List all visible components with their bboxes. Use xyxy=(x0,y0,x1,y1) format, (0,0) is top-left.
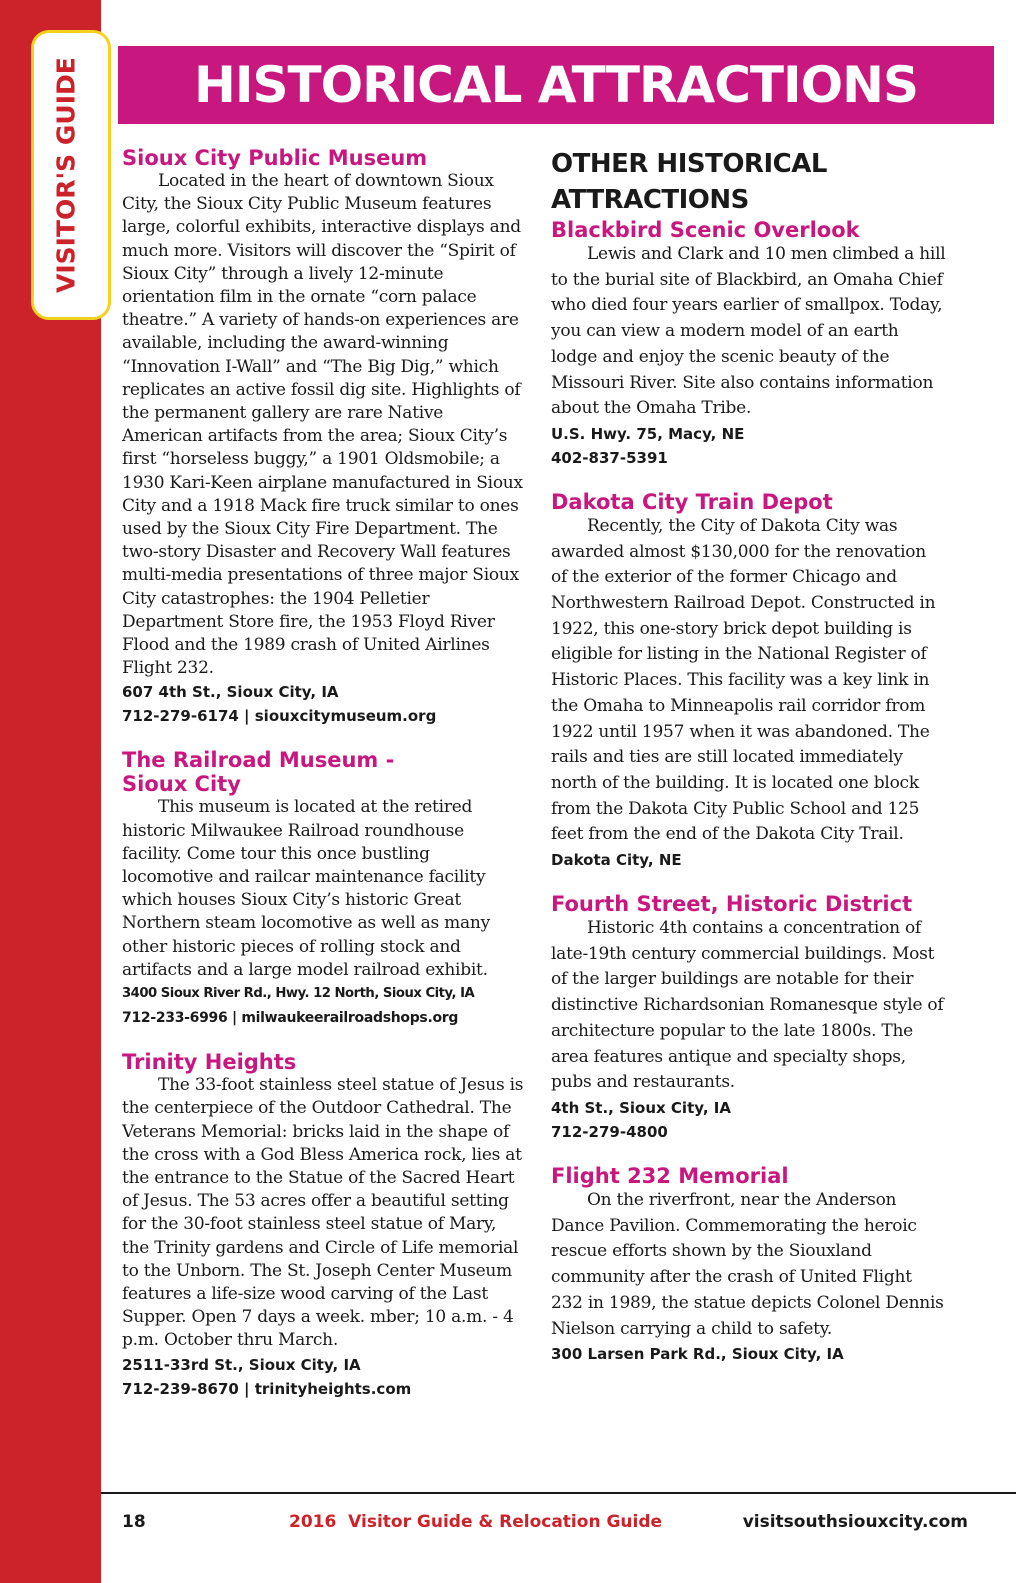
attraction-description: This museum is located at the retired historic Milwaukee Railroad roundhouse facility. Come tour this once bustling locomotive and railcar maintenance facility which houses Sioux City’s historic Great Northern steam locomotive as well as many other historic pieces of rolling stock and artifacts and a large model railroad exhibit. xyxy=(122,797,490,980)
attraction-description: Located in the heart of downtown Sioux City, the Sioux City Public Museum features large, colorful exhibits, interactive displays and much more. Visitors will discover the “Spirit of Sioux City” through a lively 12-minute orientation film in the ornate “corn palace theatre.” A variety of hands-on experiences are available, including the award-winning “Innovation I-Wall” and “The Big Dig,” which replicates an active fossil dig site. Highlights of the permanent gallery are rare Native American artifacts from the area; Sioux City’s first “horseless buggy,” a 1901 Oldsmobile; a 1930 Kari-Keen airplane manufactured in Sioux City and a 1918 Mack fire truck similar to ones used by the Sioux City Fire Department. The two-story Disaster and Recovery Wall features multi-media presentations of three major Sioux City catastrophes: the 1904 Pelletier Department Store fire, the 1953 Floyd River Flood and the 1989 crash of United Airlines Flight 232. xyxy=(122,171,523,679)
footer-website-link[interactable]: visitsouthsiouxcity.com xyxy=(742,1512,968,1532)
attraction-phone: 712-279-4800 xyxy=(551,1122,668,1141)
attraction-trinity-heights xyxy=(122,1050,524,1400)
attraction-blackbird-scenic-overlook xyxy=(551,218,946,470)
attraction-title: Fourth Street, Historic District xyxy=(551,892,913,917)
attraction-title: The Railroad Museum - Sioux City xyxy=(122,748,395,797)
attraction-address: 607 4th St., Sioux City, IA xyxy=(122,683,339,702)
attraction-address: 2511-33rd St., Sioux City, IA xyxy=(122,1355,361,1374)
attraction-description: Recently, the City of Dakota City was awarded almost $130,000 for the renovation of the exterior of the former Chicago and Northwestern Railroad Depot. Constructed in 1922, this one-story brick depot building is eligible for listing in the National Register of Historic Places. This facility was a key link in the Omaha to Minneapolis rail corridor from 1922 until 1957 when it was abandoned. The rails and ties are still located immediately north of the building. It is located one block from the Dakota City Public School and 125 feet from the end of the Dakota City Trail. xyxy=(551,515,936,845)
section-title: OTHER HISTORICAL ATTRACTIONS xyxy=(551,149,827,215)
attraction-title: Blackbird Scenic Overlook xyxy=(551,218,860,242)
left-column xyxy=(122,146,524,1401)
attraction-phone-website: 712-233-6996 | milwaukeerailroadshops.org xyxy=(122,1010,459,1027)
attraction-title: Dakota City Train Depot xyxy=(551,489,833,514)
right-column xyxy=(551,146,946,1366)
attraction-phone-website: 712-239-8670 | trinityheights.com xyxy=(122,1379,412,1398)
attraction-description: On the riverfront, near the Anderson Dance Pavilion. Commemorating the heroic rescue efforts shown by the Siouxland community after the crash of United Flight 232 in 1989, the statue depicts Colonel Dennis Nielson carrying a child to safety. xyxy=(551,1189,944,1339)
attraction-address: 300 Larsen Park Rd., Sioux City, IA xyxy=(551,1345,844,1364)
page-title: HISTORICAL ATTRACTIONS xyxy=(194,56,918,114)
attraction-address: 4th St., Sioux City, IA xyxy=(551,1098,731,1117)
visitors-guide-tab-label: VISITOR'S GUIDE xyxy=(51,57,81,293)
attraction-address: Dakota City, NE xyxy=(551,851,682,870)
page-number: 18 xyxy=(122,1512,146,1532)
attraction-fourth-street-historic-district xyxy=(551,892,946,1144)
attraction-description: Lewis and Clark and 10 men climbed a hill to the burial site of Blackbird, an Omaha Chief who died four years earlier of smallpox. Today, you can view a modern model of an earth lodge and enjoy the scenic beauty of the Missouri River. Site also contains information about the Omaha Tribe. xyxy=(551,244,946,419)
attraction-address: 3400 Sioux River Rd., Hwy. 12 North, Sioux City, IA xyxy=(122,986,475,1002)
attraction-railroad-museum xyxy=(122,748,524,1030)
footer-divider xyxy=(101,1492,1016,1494)
attraction-address: U.S. Hwy. 75, Macy, NE xyxy=(551,424,745,443)
footer-guide-title: 2016 Visitor Guide & Relocation Guide xyxy=(289,1512,663,1532)
attraction-flight-232-memorial xyxy=(551,1164,946,1366)
attraction-title: Sioux City Public Museum xyxy=(122,146,428,170)
attraction-sioux-city-public-museum xyxy=(122,146,524,728)
attraction-phone-website: 712-279-6174 | siouxcitymuseum.org xyxy=(122,707,437,726)
attraction-description: The 33-foot stainless steel statue of Jesus is the centerpiece of the Outdoor Cathedral. The Veterans Memorial: bricks laid in the shape of the cross with a God Bless America rock, lies at the entrance to the Statue of the Sacred Heart of Jesus. The 53 acres offer a beautiful setting for the 30-foot stainless steel statue of Mary, the Trinity gardens and Circle of Life memorial to the Unborn. The St. Joseph Center Museum features a life-size wood carving of the Last Supper. Open 7 days a week. mber; 10 a.m. - 4 p.m. October thru March. xyxy=(122,1075,524,1351)
attraction-dakota-city-train-depot xyxy=(551,490,946,872)
attraction-title: Flight 232 Memorial xyxy=(551,1163,789,1188)
attraction-title: Trinity Heights xyxy=(122,1050,297,1075)
attraction-description: Historic 4th contains a concentration of late-19th century commercial buildings. Most of the larger buildings are notable for their distinctive Richardsonian Romanesque style of architecture popular to the late 1800s. The area features antique and specialty shops, pubs and restaurants. xyxy=(551,918,944,1093)
page-banner xyxy=(118,46,994,124)
attraction-phone: 402-837-5391 xyxy=(551,448,668,467)
